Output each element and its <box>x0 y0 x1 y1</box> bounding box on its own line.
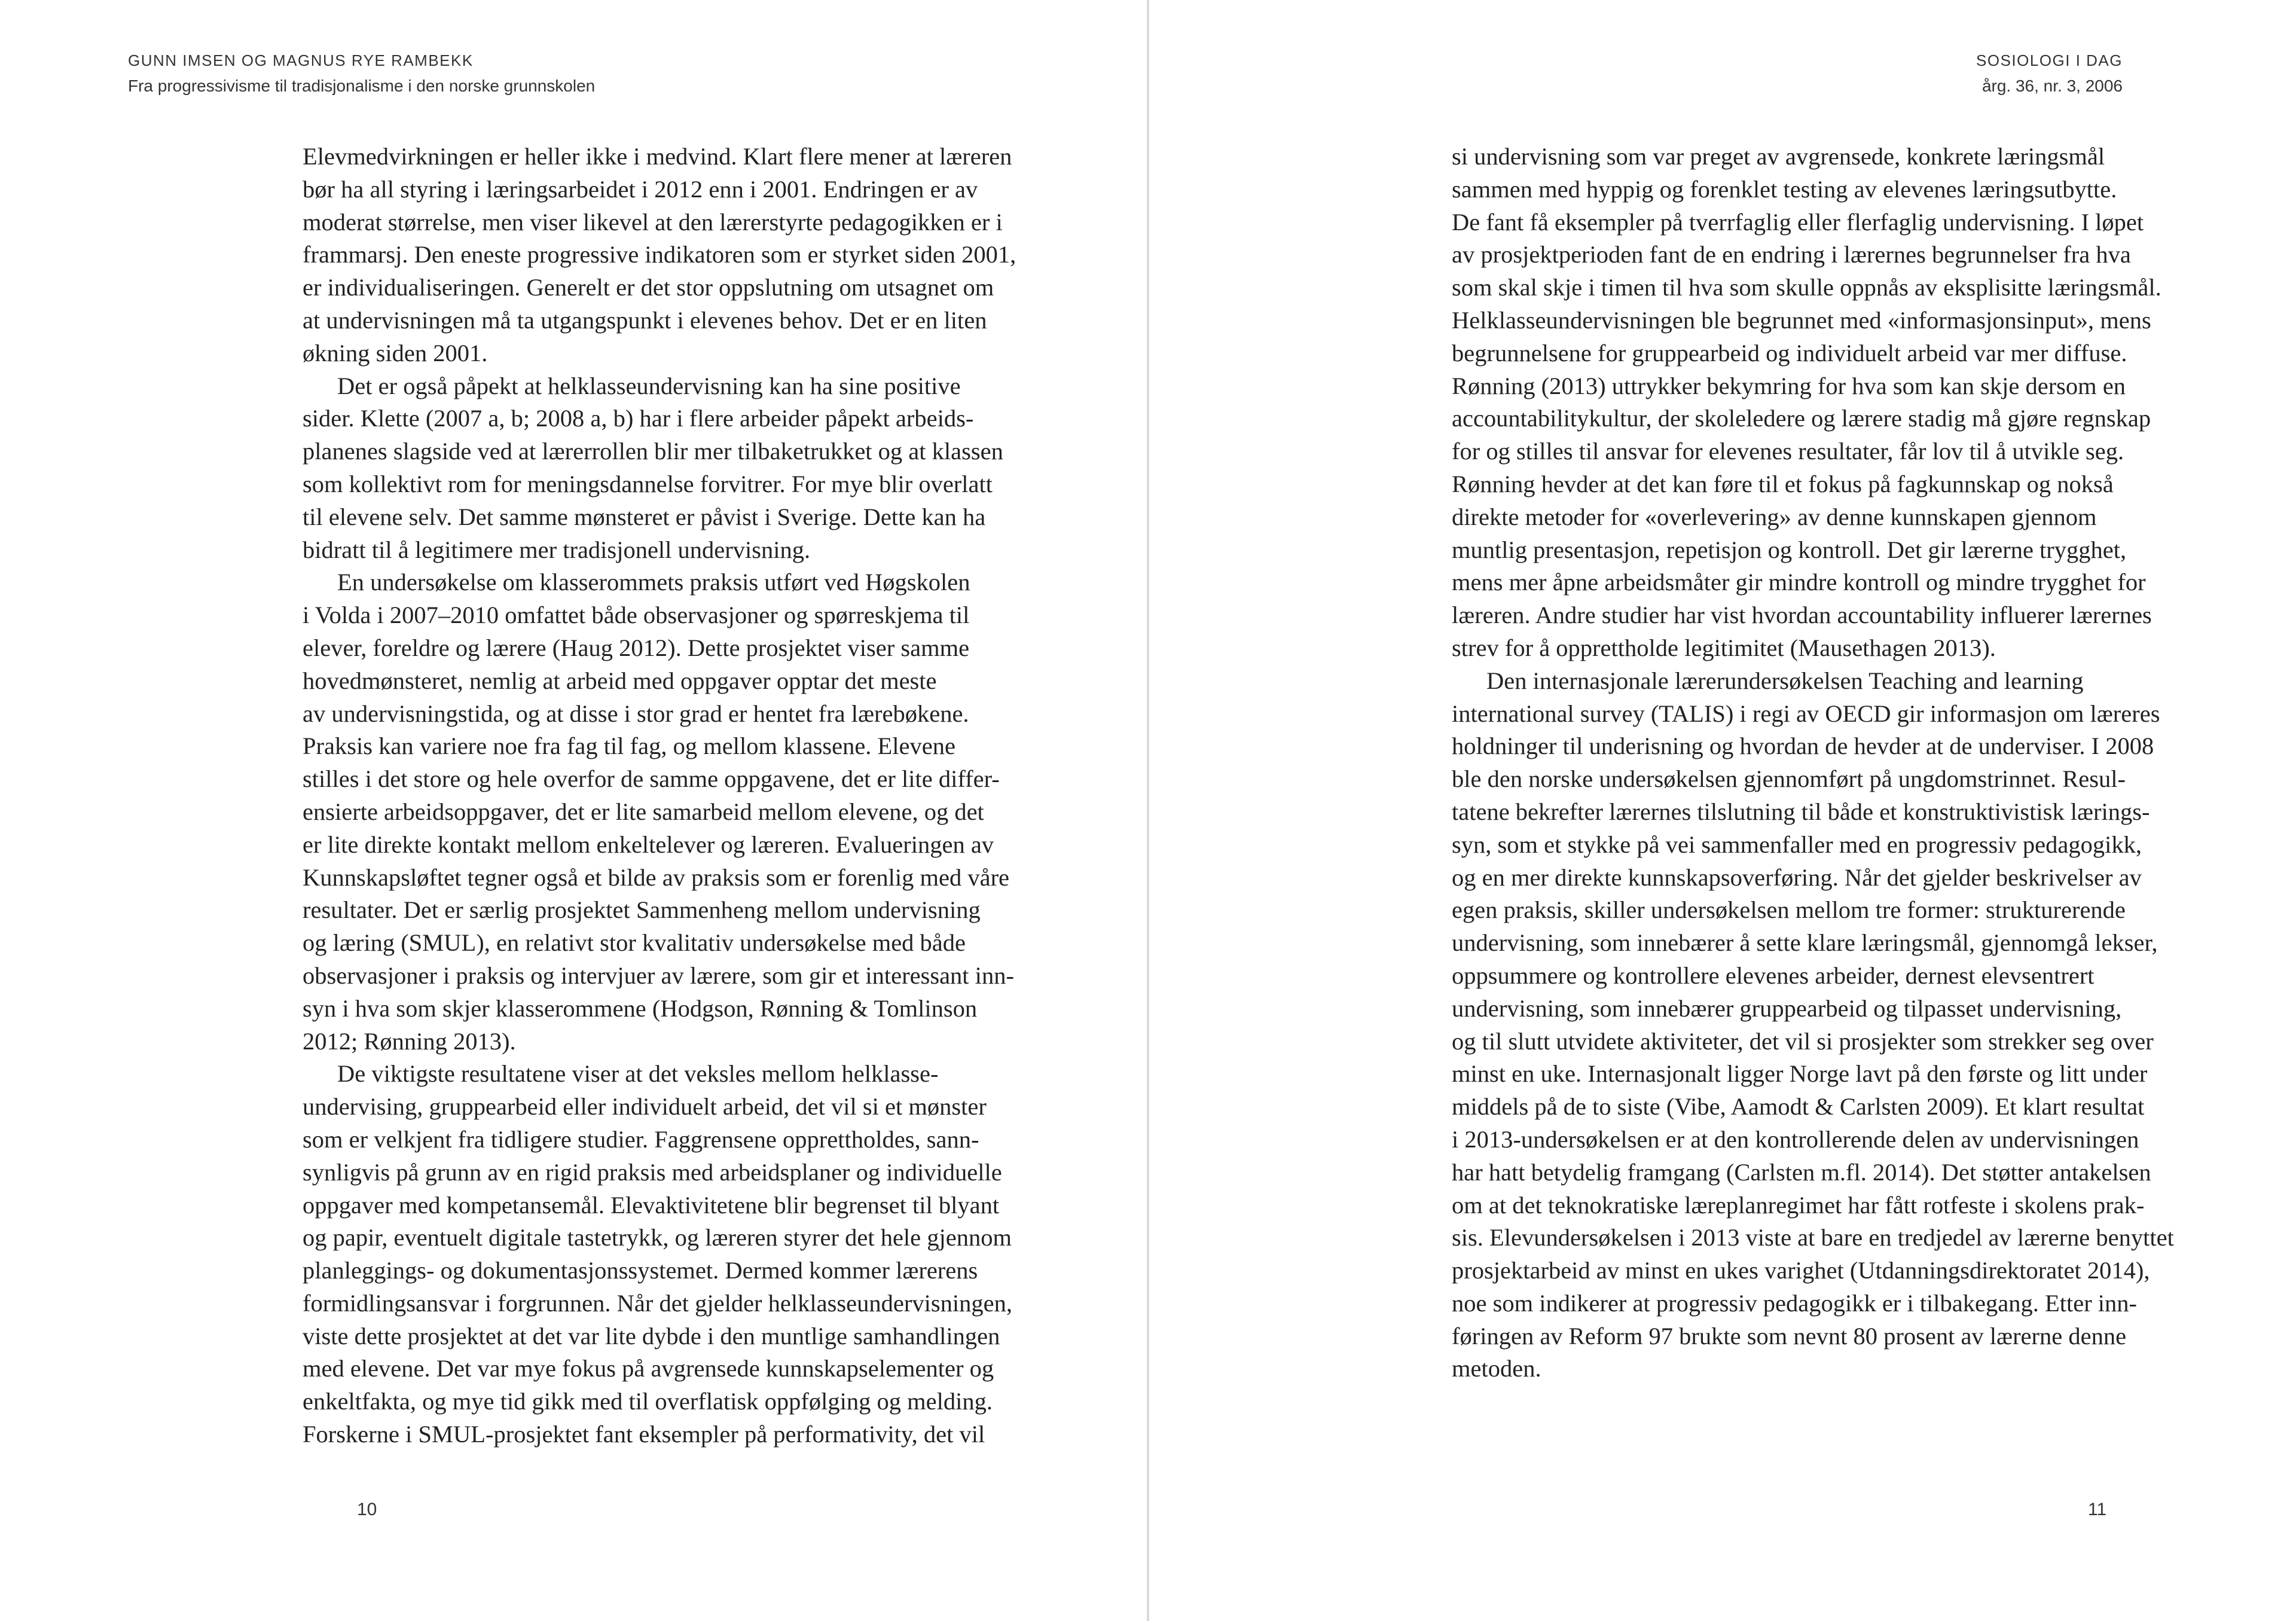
text-line: av prosjektperioden fant de en endring i lærernes begrunnelser fra hva <box>1452 241 2131 268</box>
text-line: formidlingsansvar i forgrunnen. Når det gjelder helklasseundervisningen, <box>303 1289 1012 1317</box>
text-line: planenes slagside ved at lærerrollen blir mer tilbaketrukket og at klassen <box>303 438 1003 465</box>
text-line: sis. Elevundersøkelsen i 2013 viste at bare en tredjedel av lærerne benyttet <box>1452 1224 2174 1251</box>
text-line: observasjoner i praksis og intervjuer av lærere, som gir et interessant inn- <box>303 961 1014 989</box>
text-line: sammen med hyppig og forenklet testing av elevenes læringsutbytte. <box>1452 175 2117 203</box>
text-line: accountabilitykultur, der skoleledere og lærere stadig må gjøre regnskap <box>1452 405 2151 432</box>
text-line: Kunnskapsløftet tegner også et bilde av praksis som er forenlig med våre <box>303 863 1010 891</box>
text-line: mens mer åpne arbeidsmåter gir mindre kontroll og mindre trygghet for <box>1452 569 2146 596</box>
text-line: og læring (SMUL), en relativt stor kvalitativ undersøkelse med både <box>303 929 966 957</box>
text-line: prosjektarbeid av minst en ukes varighet (Utdanningsdirektoratet 2014), <box>1452 1257 2150 1284</box>
text-line: De fant få eksempler på tverrfaglig eller flerfaglig undervisning. I løpet <box>1452 208 2144 236</box>
text-line: Den internasjonale lærerundersøkelsen Teaching and learning <box>1486 667 2084 694</box>
text-line: noe som indikerer at progressiv pedagogikk er i tilbakegang. Etter inn- <box>1452 1289 2138 1317</box>
text-line: med elevene. Det var mye fokus på avgrensede kunnskapselementer og <box>303 1355 994 1382</box>
running-header-right <box>1976 50 2123 98</box>
text-line: 2012; Rønning 2013). <box>303 1027 516 1055</box>
text-line: som skal skje i timen til hva som skulle oppnås av eksplisitte læringsmål. <box>1452 274 2161 301</box>
text-line: strev for å opprettholde legitimitet (Mausethagen 2013). <box>1452 634 1996 661</box>
text-line: elever, foreldre og lærere (Haug 2012). Dette prosjektet viser samme <box>303 634 970 661</box>
paragraph <box>303 1058 1039 1451</box>
text-line: at undervisningen må ta utgangspunkt i elevenes behov. Det er en liten <box>303 306 987 334</box>
text-line: viste dette prosjektet at det var lite dybde i den muntlige samhandlingen <box>303 1322 1000 1350</box>
text-line: holdninger til underisning og hvordan de hevder at de underviser. I 2008 <box>1452 732 2154 760</box>
text-line: oppsummere og kontrollere elevenes arbeider, dernest elevsentrert <box>1452 961 2095 989</box>
page-number: 11 <box>2088 1500 2107 1519</box>
text-line: og papir, eventuelt digitale tastetrykk, og læreren styrer det hele gjennom <box>303 1224 1012 1251</box>
text-line: ensierte arbeidsoppgaver, det er lite samarbeid mellom elevene, og det <box>303 798 984 825</box>
text-line: sider. Klette (2007 a, b; 2008 a, b) har i flere arbeider påpekt arbeids- <box>303 405 974 432</box>
paragraph <box>303 141 1039 370</box>
header-journal: SOSIOLOGI I DAG <box>1976 51 2123 69</box>
text-line: muntlig presentasjon, repetisjon og kontroll. Det gir lærerne trygghet, <box>1452 536 2127 563</box>
paragraph <box>303 566 1039 1058</box>
text-line: metoden. <box>1452 1355 1541 1382</box>
paragraph <box>1452 665 2188 1386</box>
text-line: og til slutt utvidete aktiviteter, det vil si prosjekter som strekker seg over <box>1452 1027 2154 1055</box>
left-page <box>0 0 1147 1621</box>
text-line: som er velkjent fra tidligere studier. Faggrensene opprettholdes, sann- <box>303 1125 979 1153</box>
header-issue: årg. 36, nr. 3, 2006 <box>1981 77 2123 95</box>
text-line: oppgaver med kompetansemål. Elevaktivitetene blir begrenset til blyant <box>303 1191 1000 1219</box>
text-line: synligvis på grunn av en rigid praksis med arbeidsplaner og individuelle <box>303 1158 1002 1186</box>
paragraph <box>1452 141 2188 665</box>
text-line: moderat størrelse, men viser likevel at den lærerstyrte pedagogikken er i <box>303 208 1003 236</box>
text-line: og en mer direkte kunnskapsoverføring. Når det gjelder beskrivelser av <box>1452 863 2142 891</box>
text-line: er individualiseringen. Generelt er det stor oppslutning om utsagnet om <box>303 274 994 301</box>
text-line: stilles i det store og hele overfor de samme oppgavene, det er lite differ- <box>303 765 1000 793</box>
text-line: Rønning hevder at det kan føre til et fokus på fagkunnskap og nokså <box>1452 470 2114 497</box>
text-line: i Volda i 2007–2010 omfattet både observasjoner og spørreskjema til <box>303 602 970 629</box>
running-header-left <box>128 50 595 98</box>
text-line: undervisning, som innebærer å sette klare læringsmål, gjennomgå lekser, <box>1452 929 2158 957</box>
text-line: syn i hva som skjer klasserommene (Hodgson, Rønning & Tomlinson <box>303 994 978 1022</box>
text-line: begrunnelsene for gruppearbeid og individuelt arbeid var mer diffuse. <box>1452 339 2127 367</box>
text-line: Forskerne i SMUL-prosjektet fant eksempler på performativity, det vil <box>303 1421 985 1448</box>
text-line: Praksis kan variere noe fra fag til fag, og mellom klassene. Elevene <box>303 732 955 760</box>
text-line: si undervisning som var preget av avgrensede, konkrete læringsmål <box>1452 143 2105 170</box>
page-number: 10 <box>357 1500 377 1519</box>
text-line: til elevene selv. Det samme mønsteret er påvist i Sverige. Dette kan ha <box>303 503 986 530</box>
text-line: syn, som et stykke på vei sammenfaller med en progressiv pedagogikk, <box>1452 831 2142 858</box>
text-line: Det er også påpekt at helklasseundervisning kan ha sine positive <box>337 372 961 399</box>
text-line: Helklasseundervisningen ble begrunnet med «informasjonsinput», mens <box>1452 306 2151 334</box>
text-line: international survey (TALIS) i regi av OECD gir informasjon om læreres <box>1452 700 2160 727</box>
text-line: direkte metoder for «overlevering» av denne kunnskapen gjennom <box>1452 503 2097 530</box>
text-line: er lite direkte kontakt mellom enkeltelever og læreren. Evalueringen av <box>303 831 994 858</box>
header-authors: GUNN IMSEN OG MAGNUS RYE RAMBEKK <box>128 51 474 69</box>
text-line: bør ha all styring i læringsarbeidet i 2012 enn i 2001. Endringen er av <box>303 175 978 203</box>
text-line: planleggings- og dokumentasjonssystemet. Dermed kommer lærerens <box>303 1257 978 1284</box>
text-line: resultater. Det er særlig prosjektet Sammenheng mellom undervisning <box>303 896 981 924</box>
text-line: for og stilles til ansvar for elevenes resultater, får lov til å utvikle seg. <box>1452 438 2124 465</box>
text-line: har hatt betydelig framgang (Carlsten m.fl. 2014). Det støtter antakelsen <box>1452 1158 2151 1186</box>
text-line: føringen av Reform 97 brukte som nevnt 80 prosent av lærerne denne <box>1452 1322 2127 1350</box>
text-line: frammarsj. Den eneste progressive indikatoren som er styrket siden 2001, <box>303 241 1016 268</box>
text-line: Elevmedvirkningen er heller ikke i medvind. Klart flere mener at læreren <box>303 143 1012 170</box>
text-line: som kollektivt rom for meningsdannelse forvitrer. For mye blir overlatt <box>303 470 993 497</box>
text-line: ble den norske undersøkelsen gjennomført på ungdomstrinnet. Resul- <box>1452 765 2126 793</box>
body-text <box>303 141 1039 1451</box>
text-line: hovedmønsteret, nemlig at arbeid med oppgaver opptar det meste <box>303 667 937 694</box>
text-line: bidratt til å legitimere mer tradisjonell undervisning. <box>303 536 811 563</box>
text-line: De viktigste resultatene viser at det veksles mellom helklasse- <box>337 1060 939 1088</box>
text-line: En undersøkelse om klasserommets praksis utført ved Høgskolen <box>337 569 970 596</box>
text-line: økning siden 2001. <box>303 339 488 367</box>
text-line: av undervisningstida, og at disse i stor grad er hentet fra lærebøkene. <box>303 700 969 727</box>
text-line: minst en uke. Internasjonalt ligger Norge lavt på den første og litt under <box>1452 1060 2148 1088</box>
text-line: tatene bekrefter lærernes tilslutning til både et konstruktivistisk lærings- <box>1452 798 2150 825</box>
body-text <box>1452 141 2188 1385</box>
text-line: Rønning (2013) uttrykker bekymring for hva som kan skje dersom en <box>1452 372 2126 399</box>
text-line: læreren. Andre studier har vist hvordan accountability influerer lærernes <box>1452 602 2152 629</box>
text-line: undervising, gruppearbeid eller individuelt arbeid, det vil si et mønster <box>303 1093 987 1121</box>
text-line: undervisning, som innebærer gruppearbeid og tilpasset undervisning, <box>1452 994 2122 1022</box>
text-line: i 2013-undersøkelsen er at den kontrollerende delen av undervisningen <box>1452 1125 2139 1153</box>
text-line: enkeltfakta, og mye tid gikk med til overflatisk oppfølging og melding. <box>303 1388 993 1415</box>
header-article-title: Fra progressivisme til tradisjonalisme i den norske grunnskolen <box>128 77 596 95</box>
text-line: om at det teknokratiske læreplanregimet har fått rotfeste i skolens prak- <box>1452 1191 2145 1219</box>
text-line: egen praksis, skiller undersøkelsen mellom tre former: strukturerende <box>1452 896 2126 924</box>
right-page <box>1149 0 2296 1621</box>
paragraph <box>303 370 1039 567</box>
text-line: middels på de to siste (Vibe, Aamodt & Carlsten 2009). Et klart resultat <box>1452 1093 2145 1121</box>
